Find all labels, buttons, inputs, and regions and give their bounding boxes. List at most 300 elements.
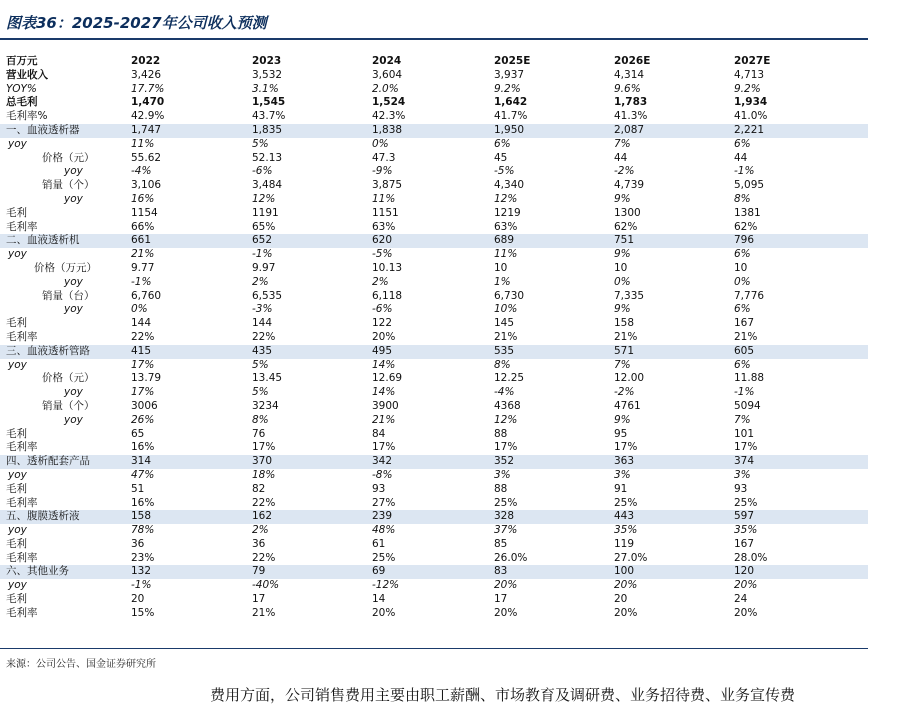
table-cell: 2% (252, 524, 269, 537)
table-cell: 27.0% (614, 551, 648, 564)
table-cell: 21% (372, 413, 396, 426)
row-label: 毛利 (6, 593, 27, 606)
table-cell: 122 (372, 317, 393, 330)
table-cell: 435 (252, 344, 273, 357)
segment-row (0, 455, 868, 469)
table-cell: 0% (734, 275, 751, 288)
table-cell: 35% (734, 524, 758, 537)
table-cell: 25% (494, 496, 518, 509)
table-cell: 3,937 (494, 68, 525, 81)
table-cell: -1% (252, 248, 273, 261)
table-row (0, 152, 868, 166)
table-cell: 167 (734, 537, 755, 550)
table-cell: 17.7% (131, 82, 165, 95)
table-cell: 24 (734, 593, 748, 606)
table-cell: 93 (372, 482, 386, 495)
table-cell: 6,535 (252, 289, 283, 302)
table-cell: 1% (494, 275, 511, 288)
table-cell: 4,739 (614, 179, 645, 192)
table-cell: 82 (252, 482, 266, 495)
table-cell: 7% (734, 413, 751, 426)
row-label: 毛利率 (6, 606, 38, 619)
table-cell: 12.69 (372, 372, 403, 385)
table-cell: 9.2% (734, 82, 761, 95)
table-cell: 6,760 (131, 289, 162, 302)
table-cell: 85 (494, 537, 508, 550)
table-cell: 11% (494, 248, 518, 261)
table-cell: 1,642 (494, 96, 528, 109)
table-cell: 21% (494, 330, 518, 343)
table-cell: 7% (614, 358, 631, 371)
table-cell: 132 (131, 565, 152, 578)
table-cell: 2% (252, 275, 269, 288)
table-cell: 14% (372, 358, 396, 371)
table-cell: 4,340 (494, 179, 525, 192)
row-label: 毛利率 (6, 551, 38, 564)
table-cell: 20 (614, 593, 628, 606)
table-cell: 62% (734, 220, 758, 233)
table-cell: 4,713 (734, 68, 765, 81)
table-cell: 41.7% (494, 110, 528, 123)
table-cell: 2% (372, 275, 389, 288)
table-cell: 1,838 (372, 123, 403, 136)
table-cell: 6% (734, 358, 751, 371)
table-cell: 597 (734, 510, 755, 523)
table-row (0, 497, 868, 511)
table-cell: 91 (614, 482, 628, 495)
table-cell: 3,106 (131, 179, 162, 192)
table-cell: 101 (734, 427, 755, 440)
row-label: yoy (8, 137, 27, 150)
row-label: 毛利 (6, 482, 27, 495)
row-label: yoy (64, 165, 83, 178)
segment-row (0, 565, 868, 579)
table-cell: 18% (252, 468, 276, 481)
table-cell: 145 (494, 317, 515, 330)
table-cell: 1,470 (131, 96, 165, 109)
segment-row (0, 510, 868, 524)
row-label: 毛利 (6, 317, 27, 330)
table-bottom-divider (0, 648, 868, 649)
table-cell: 5094 (734, 399, 761, 412)
row-label: 五、腹膜透析液 (6, 510, 80, 523)
table-cell: 239 (372, 510, 393, 523)
table-cell: 63% (494, 220, 518, 233)
table-cell: -8% (372, 468, 393, 481)
table-cell: 2.0% (372, 82, 399, 95)
table-cell: 69 (372, 565, 386, 578)
table-cell: 20% (614, 579, 638, 592)
table-cell: 17% (252, 441, 276, 454)
table-cell: -4% (494, 386, 515, 399)
row-label: 毛利率 (6, 220, 38, 233)
row-label: 一、血液透析器 (6, 123, 80, 136)
title-divider (0, 38, 868, 40)
table-cell: 16% (131, 441, 155, 454)
table-cell: 9% (614, 192, 631, 205)
table-cell: 100 (614, 565, 635, 578)
table-cell: 45 (494, 151, 508, 164)
table-cell: 21% (131, 248, 155, 261)
table-cell: 119 (614, 537, 635, 550)
table-cell: 22% (131, 330, 155, 343)
table-cell: 88 (494, 482, 508, 495)
table-cell: 12% (494, 413, 518, 426)
body-paragraph-cutoff: 费用方面，公司销售费用主要由职工薪酬、市场教育及调研费、业务招待费、业务宣传费 (210, 686, 796, 704)
table-row (0, 386, 868, 400)
table-cell: 26% (131, 413, 155, 426)
table-cell: 13.45 (252, 372, 283, 385)
table-cell: 41.0% (734, 110, 768, 123)
table-row (0, 96, 868, 110)
row-label: yoy (64, 386, 83, 399)
table-cell: 61 (372, 537, 386, 550)
table-cell: 3% (494, 468, 511, 481)
year-header: 2024 (372, 55, 402, 67)
year-header: 2025E (494, 55, 531, 67)
table-cell: 41.3% (614, 110, 648, 123)
table-cell: 443 (614, 510, 635, 523)
table-cell: 314 (131, 455, 152, 468)
table-row (0, 414, 868, 428)
table-row (0, 428, 868, 442)
table-cell: 22% (252, 330, 276, 343)
table-cell: 571 (614, 344, 635, 357)
table-cell: 20% (734, 606, 758, 619)
table-cell: -1% (734, 165, 755, 178)
table-cell: 12.00 (614, 372, 645, 385)
table-cell: 17% (614, 441, 638, 454)
table-cell: 47% (131, 468, 155, 481)
row-label: YOY% (6, 82, 37, 95)
table-cell: 661 (131, 234, 152, 247)
row-label: yoy (8, 579, 27, 592)
table-cell: 48% (372, 524, 396, 537)
table-cell: 652 (252, 234, 273, 247)
table-cell: 43.7% (252, 110, 286, 123)
table-cell: 7,776 (734, 289, 765, 302)
table-cell: 6% (734, 303, 751, 316)
table-cell: 79 (252, 565, 266, 578)
table-cell: -4% (131, 165, 152, 178)
table-cell: 167 (734, 317, 755, 330)
row-label: yoy (64, 192, 83, 205)
table-cell: 37% (494, 524, 518, 537)
table-cell: 158 (614, 317, 635, 330)
table-cell: 120 (734, 565, 755, 578)
table-cell: 158 (131, 510, 152, 523)
table-cell: 28.0% (734, 551, 768, 564)
table-row (0, 400, 868, 414)
table-cell: 374 (734, 455, 755, 468)
table-cell: 6,118 (372, 289, 403, 302)
table-cell: 17% (131, 386, 155, 399)
table-row (0, 469, 868, 483)
row-label: 四、透析配套产品 (6, 455, 90, 468)
table-cell: 78% (131, 524, 155, 537)
table-cell: 796 (734, 234, 755, 247)
table-row (0, 303, 868, 317)
table-cell: 4,314 (614, 68, 645, 81)
row-label: yoy (8, 524, 27, 537)
table-cell: 370 (252, 455, 273, 468)
table-cell: 12.25 (494, 372, 525, 385)
table-cell: 620 (372, 234, 393, 247)
table-row (0, 483, 868, 497)
table-cell: 7,335 (614, 289, 645, 302)
table-row (0, 579, 868, 593)
table-cell: 20 (131, 593, 145, 606)
table-cell: 42.9% (131, 110, 165, 123)
table-cell: 20% (614, 606, 638, 619)
table-cell: 9.6% (614, 82, 641, 95)
table-row (0, 317, 868, 331)
table-cell: 14% (372, 386, 396, 399)
table-row (0, 290, 868, 304)
table-cell: 12% (252, 192, 276, 205)
row-label: 三、血液透析管路 (6, 344, 90, 357)
table-cell: 11.88 (734, 372, 765, 385)
table-cell: 10% (494, 303, 518, 316)
table-cell: 84 (372, 427, 386, 440)
year-header: 2026E (614, 55, 651, 67)
figure-title: 图表36：2025-2027年公司收入预测 (6, 14, 267, 32)
table-cell: 17% (131, 358, 155, 371)
table-cell: 1,747 (131, 123, 162, 136)
table-cell: 10 (614, 261, 628, 274)
table-cell: 1154 (131, 206, 158, 219)
row-label: 销量（个） (42, 179, 95, 192)
table-cell: 3% (614, 468, 631, 481)
table-cell: 9% (614, 413, 631, 426)
table-cell: 3234 (252, 399, 279, 412)
table-cell: 12% (494, 192, 518, 205)
table-cell: 3% (734, 468, 751, 481)
year-header: 2023 (252, 55, 282, 67)
table-cell: 17% (734, 441, 758, 454)
table-cell: 535 (494, 344, 515, 357)
table-row (0, 165, 868, 179)
row-label: 总毛利 (6, 96, 38, 109)
segment-row (0, 234, 868, 248)
table-cell: 4761 (614, 399, 641, 412)
table-cell: 1,783 (614, 96, 648, 109)
table-cell: 352 (494, 455, 515, 468)
table-cell: 3,875 (372, 179, 403, 192)
table-row (0, 179, 868, 193)
row-label: yoy (8, 358, 27, 371)
table-cell: 144 (131, 317, 152, 330)
table-cell: 14 (372, 593, 386, 606)
table-cell: 1,545 (252, 96, 286, 109)
table-cell: 6,730 (494, 289, 525, 302)
table-cell: 10 (734, 261, 748, 274)
table-cell: 11% (372, 192, 396, 205)
table-cell: -9% (372, 165, 393, 178)
revenue-forecast-table (0, 55, 868, 621)
table-cell: -1% (131, 579, 152, 592)
table-row (0, 359, 868, 373)
table-cell: 35% (614, 524, 638, 537)
table-cell: 6% (734, 137, 751, 150)
table-cell: 9.97 (252, 261, 276, 274)
table-cell: 10 (494, 261, 508, 274)
row-label: yoy (8, 468, 27, 481)
row-label: 销量（台） (42, 289, 95, 302)
table-cell: 10.13 (372, 261, 403, 274)
table-cell: -3% (252, 303, 273, 316)
table-cell: 3,604 (372, 68, 403, 81)
table-cell: 605 (734, 344, 755, 357)
table-cell: 9.2% (494, 82, 521, 95)
table-cell: 1,835 (252, 123, 283, 136)
table-cell: 51 (131, 482, 145, 495)
table-cell: 5,095 (734, 179, 765, 192)
table-cell: 52.13 (252, 151, 283, 164)
table-cell: 9.77 (131, 261, 155, 274)
table-cell: 4368 (494, 399, 521, 412)
table-cell: -1% (131, 275, 152, 288)
table-cell: -5% (494, 165, 515, 178)
year-header: 2022 (131, 55, 161, 67)
table-cell: 20% (734, 579, 758, 592)
table-header-row (0, 55, 868, 69)
table-cell: 65% (252, 220, 276, 233)
table-cell: 25% (734, 496, 758, 509)
table-cell: 42.3% (372, 110, 406, 123)
table-cell: -2% (614, 386, 635, 399)
table-cell: 27% (372, 496, 396, 509)
row-label: 毛利率 (6, 441, 38, 454)
table-cell: 3006 (131, 399, 158, 412)
table-cell: 328 (494, 510, 515, 523)
table-cell: 0% (614, 275, 631, 288)
row-label: yoy (64, 413, 83, 426)
table-cell: 25% (614, 496, 638, 509)
table-cell: 8% (252, 413, 269, 426)
table-cell: 17% (372, 441, 396, 454)
table-cell: 95 (614, 427, 628, 440)
table-cell: 144 (252, 317, 273, 330)
table-cell: 20% (494, 579, 518, 592)
row-label: yoy (8, 248, 27, 261)
table-cell: -1% (734, 386, 755, 399)
table-cell: 0% (372, 137, 389, 150)
table-row (0, 138, 868, 152)
table-cell: 1381 (734, 206, 761, 219)
table-cell: 63% (372, 220, 396, 233)
table-cell: 11% (131, 137, 155, 150)
row-label: 毛利 (6, 427, 27, 440)
table-cell: 62% (614, 220, 638, 233)
table-cell: -2% (614, 165, 635, 178)
table-cell: -5% (372, 248, 393, 261)
table-cell: -6% (252, 165, 273, 178)
table-cell: 22% (252, 496, 276, 509)
table-cell: 65 (131, 427, 145, 440)
table-cell: 17 (252, 593, 266, 606)
table-cell: 342 (372, 455, 393, 468)
row-label: 价格（万元） (34, 261, 97, 274)
table-cell: 88 (494, 427, 508, 440)
row-label: 毛利 (6, 206, 27, 219)
table-cell: 9% (614, 303, 631, 316)
table-cell: 21% (252, 606, 276, 619)
table-cell: 5% (252, 137, 269, 150)
table-cell: 76 (252, 427, 266, 440)
table-cell: 495 (372, 344, 393, 357)
table-cell: 1300 (614, 206, 641, 219)
table-row (0, 248, 868, 262)
table-row (0, 524, 868, 538)
table-cell: 44 (614, 151, 628, 164)
table-cell: 2,087 (614, 123, 645, 136)
table-row (0, 552, 868, 566)
table-cell: 26.0% (494, 551, 528, 564)
table-cell: 162 (252, 510, 273, 523)
table-cell: 6% (734, 248, 751, 261)
row-label: 毛利率 (6, 496, 38, 509)
table-cell: 9% (614, 248, 631, 261)
table-cell: -6% (372, 303, 393, 316)
table-cell: 1,934 (734, 96, 768, 109)
table-cell: 93 (734, 482, 748, 495)
table-cell: 689 (494, 234, 515, 247)
table-cell: 13.79 (131, 372, 162, 385)
table-row (0, 262, 868, 276)
row-label: 毛利率 (6, 330, 38, 343)
table-row (0, 441, 868, 455)
table-cell: 1,524 (372, 96, 406, 109)
table-cell: 5% (252, 358, 269, 371)
table-row (0, 221, 868, 235)
table-row (0, 110, 868, 124)
table-cell: 22% (252, 551, 276, 564)
table-cell: 3,484 (252, 179, 283, 192)
row-label: 六、其他业务 (6, 565, 69, 578)
table-cell: 415 (131, 344, 152, 357)
table-cell: 363 (614, 455, 635, 468)
table-cell: 751 (614, 234, 635, 247)
source-note: 来源：公司公告、国金证券研究所 (6, 659, 156, 670)
table-cell: 25% (372, 551, 396, 564)
table-cell: 1191 (252, 206, 279, 219)
table-cell: 1151 (372, 206, 399, 219)
table-cell: 1,950 (494, 123, 525, 136)
table-cell: 0% (131, 303, 148, 316)
table-row (0, 538, 868, 552)
table-cell: 8% (734, 192, 751, 205)
table-row (0, 69, 868, 83)
row-label: 价格（元） (42, 372, 95, 385)
table-cell: 3,426 (131, 68, 162, 81)
table-cell: 21% (614, 330, 638, 343)
table-row (0, 593, 868, 607)
table-cell: 23% (131, 551, 155, 564)
table-row (0, 372, 868, 386)
table-cell: 16% (131, 192, 155, 205)
row-label: 营业收入 (6, 68, 48, 81)
table-cell: 6% (494, 137, 511, 150)
table-cell: 15% (131, 606, 155, 619)
table-cell: 55.62 (131, 151, 162, 164)
table-cell: 3,532 (252, 68, 283, 81)
row-label: yoy (64, 275, 83, 288)
table-row (0, 331, 868, 345)
table-cell: 47.3 (372, 151, 396, 164)
table-row (0, 83, 868, 97)
table-cell: 36 (131, 537, 145, 550)
